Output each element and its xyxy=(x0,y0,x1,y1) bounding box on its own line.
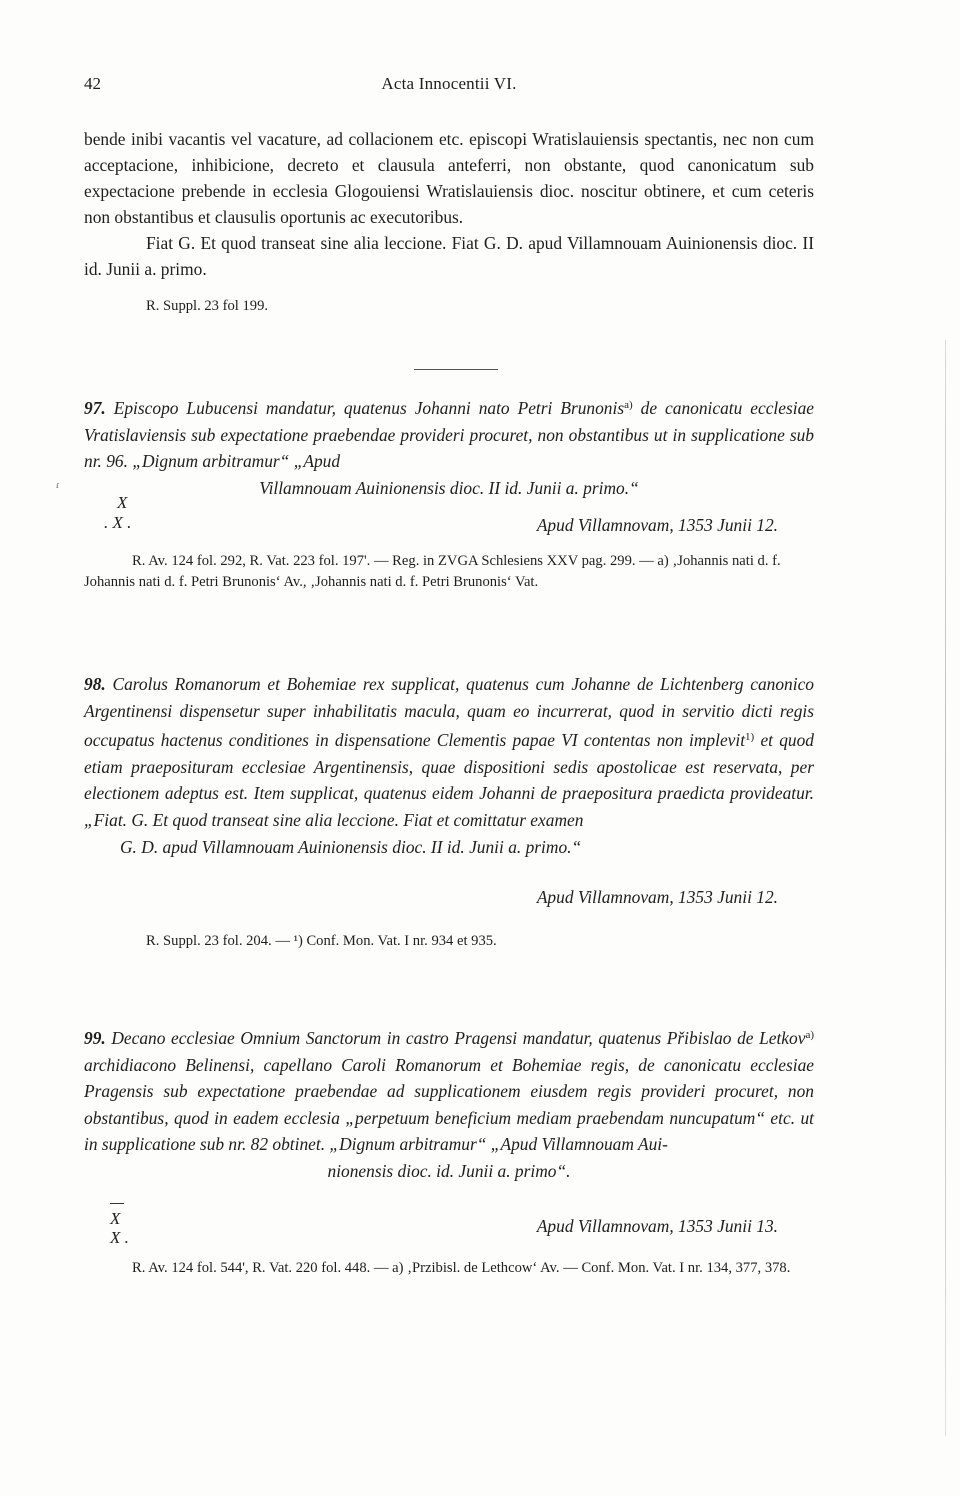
entry-99-text-c: nionensis dioc. id. Junii a. primo“. xyxy=(327,1160,571,1181)
footnote-ref: a) xyxy=(805,1029,814,1041)
page-number: 42 xyxy=(84,74,101,93)
entry-previous-text: bende inibi vacantis vel vacature, ad collacionem etc. episcopi Wratislauiensis spectantis, nec non cum acceptacione, inhibicione, decreto et clausula anteferri, non obstante, quod canonicatum sub expectacione prebende in ecclesia Glogouiensi Wratislauiensis dioc. noscitur obtinere, et cum ceteris non obstantibus et clausulis oportunis ac executoribus. xyxy=(84,129,814,227)
entry-97-text-c: Villamnouam Auinionensis dioc. II id. Junii a. primo.“ xyxy=(259,477,639,498)
entry-97 xyxy=(84,392,814,501)
entry-previous-fiat: Fiat G. Et quod transeat sine alia leccione. Fiat G. D. apud Villamnouam Auinionensis dioc. II id. Junii a. primo. xyxy=(84,233,814,279)
footnote-ref: 1) xyxy=(745,731,755,744)
entry-number: 99. xyxy=(84,1028,106,1048)
entry-number: 98. xyxy=(84,674,106,694)
entry-98-source-block xyxy=(84,931,814,952)
entry-97-text-a: Episcopo Lubucensi mandatur, quatenus Johanni nato Petri Brunonis xyxy=(113,398,625,418)
entry-98-text-a: Carolus Romanorum et Bohemiae rex supplicat, quatenus cum Johanne de Lichtenberg canonico Argentinensi dispensetur super inhabilitatis macula, quam eo incurrerat, quod in servitio dicti regis occupatus hactenus conditiones in dispensatione Clementis papae VI contentas non implevit xyxy=(84,674,814,751)
entry-97-source-block xyxy=(84,551,814,593)
scan-edge-line xyxy=(945,340,946,1436)
register-mark: X . xyxy=(110,1228,129,1247)
footnote-ref: a) xyxy=(624,399,633,411)
page-header xyxy=(84,74,814,98)
entry-97-source: R. Av. 124 fol. 292, R. Vat. 223 fol. 197'. — Reg. in ZVGA Schlesiens XXV pag. 299. — a) ‚Johannis nati d. f. Johannis nati d. f. Petri Brunonis‘ Av., ‚Johannis nati d. f. Petri Brunonis‘ Vat. xyxy=(84,553,781,590)
running-title: Acta Innocentii VI. xyxy=(381,74,517,93)
register-mark: X xyxy=(110,1209,121,1228)
overline-mark xyxy=(110,1203,124,1204)
register-mark: X xyxy=(117,493,128,512)
entry-98-source: R. Suppl. 23 fol. 204. — ¹) Conf. Mon. Vat. I nr. 934 et 935. xyxy=(146,933,497,949)
entry-98-text-b: et quod etiam praeposituram ecclesiae Argentinensis, quae dispositioni sedis apostolicae est reservata, per electionem adeptus est. Item supplicat, quatenus eidem Johanni de praepositura praedicta provideatur. „Fiat. G. Et quod transeat sine alia leccione. Fiat et comittatur examen xyxy=(84,730,814,830)
entry-98-text-c: G. D. apud Villamnouam Auinionensis dioc. II id. Junii a. primo.“ xyxy=(120,836,582,857)
entry-99-date: Apud Villamnovam, 1353 Junii 13. xyxy=(536,1216,778,1236)
entry-99-source-block xyxy=(84,1258,814,1279)
entry-98 xyxy=(84,671,814,860)
section-rule xyxy=(414,369,498,370)
entry-98-date: Apud Villamnovam, 1353 Junii 12. xyxy=(536,887,778,907)
entry-previous xyxy=(84,126,814,317)
entry-97-text-b: de canonicatu ecclesiae Vratislaviensis sub expectatione praebendae provideri procuret, non obstantibus ut in supplicatione sub nr. 96. „Dignum arbitramur“ „Apud xyxy=(84,398,814,472)
entry-previous-source: R. Suppl. 23 fol 199. xyxy=(146,298,269,314)
entry-number: 97. xyxy=(84,398,106,418)
entry-99-text-b: archidiacono Belinensi, capellano Caroli Romanorum et Bohemiae regis, de canonicatu ecclesiae Pragensis sub expectatione praebendae ad supplicationem eiusdem regis provideri procuret, non obstantibus, quod in eadem ecclesia „perpetuum beneficium mediam praebendam nuncupatum“ etc. ut in supplicatione sub nr. 82 obtinet. „Dignum arbitramur“ „Apud Villamnouam Aui- xyxy=(84,1054,814,1155)
entry-99-text-a: Decano ecclesiae Omnium Sanctorum in castro Pragensi mandatur, quatenus Přibislao de Letkov xyxy=(111,1028,806,1048)
margin-speck: ɾ xyxy=(56,480,60,491)
entry-97-date: Apud Villamnovam, 1353 Junii 12. xyxy=(536,515,778,535)
entry-99-source: R. Av. 124 fol. 544', R. Vat. 220 fol. 448. — a) ‚Przibisl. de Lethcow‘ Av. — Conf. Mon. Vat. I nr. 134, 377, 378. xyxy=(132,1260,791,1276)
entry-99 xyxy=(84,1022,814,1185)
register-mark: . X . xyxy=(104,513,132,532)
